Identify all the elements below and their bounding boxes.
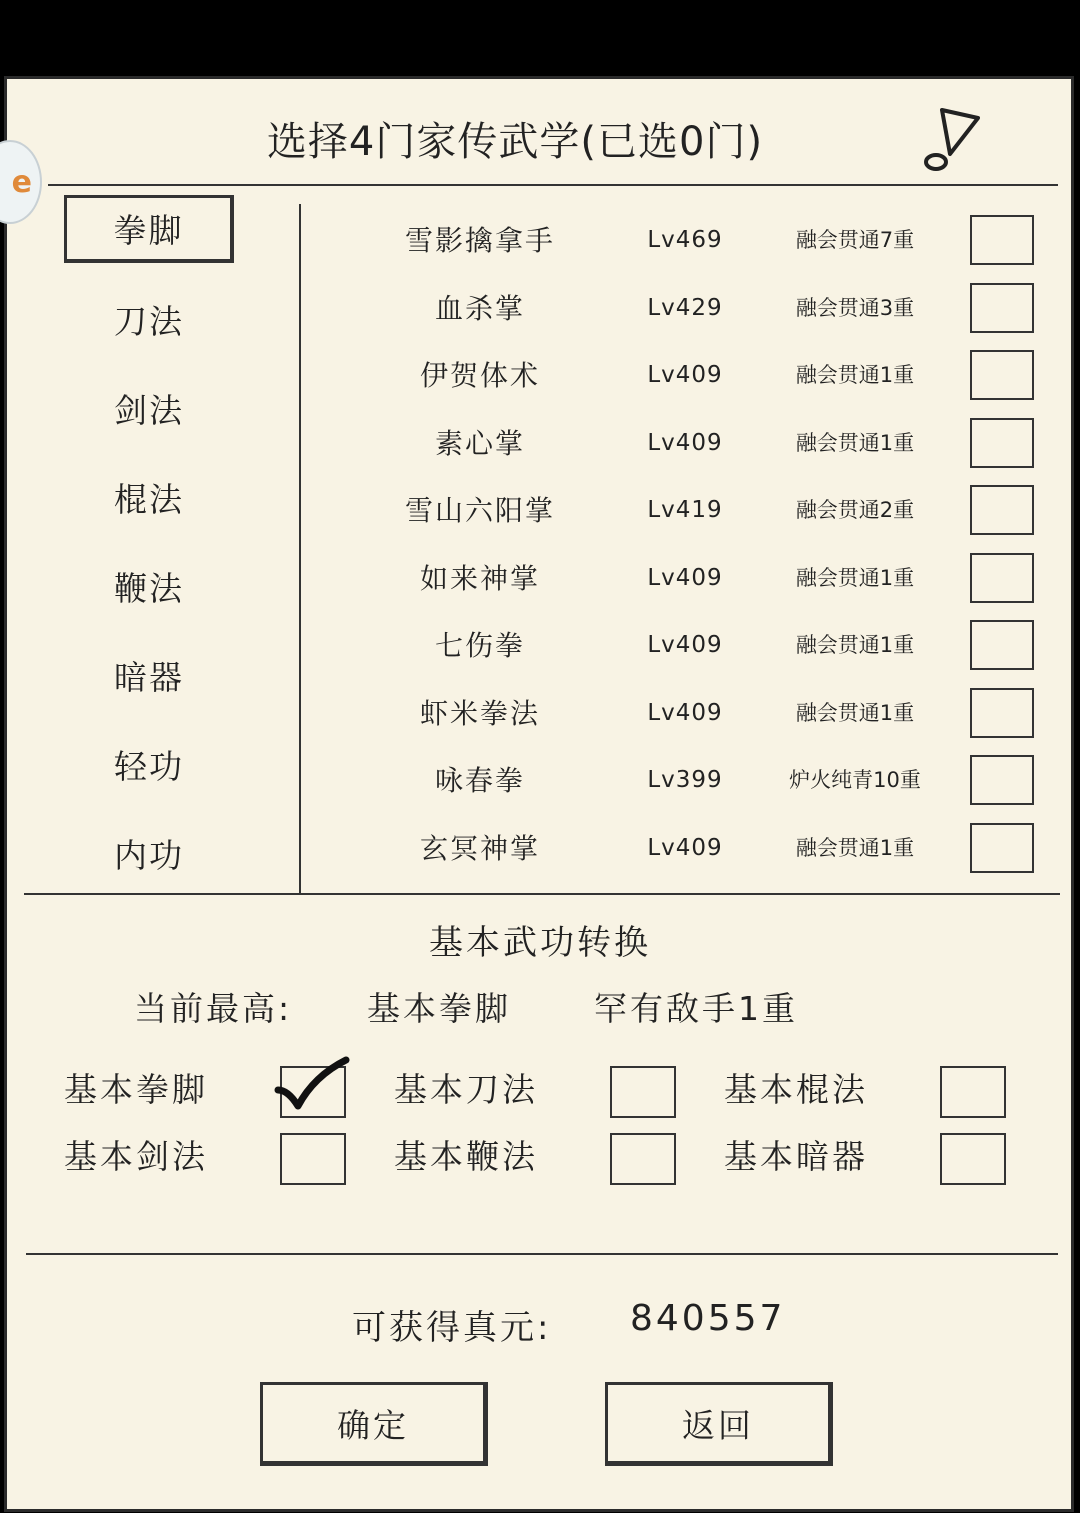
skill-level: Lv469 — [647, 227, 723, 253]
category-tab-staff[interactable] — [64, 463, 234, 531]
skill-name: 伊贺体术 — [419, 359, 540, 392]
category-tab-lightness[interactable] — [64, 730, 234, 798]
skill-checkbox[interactable] — [970, 755, 1034, 805]
category-tab-blade[interactable] — [64, 285, 234, 353]
skill-checkbox[interactable] — [970, 215, 1034, 265]
dialog-title: 选择4门家传武学(已选0门) — [266, 119, 764, 165]
skill-checkbox[interactable] — [970, 350, 1034, 400]
skill-state: 融会贯通1重 — [795, 836, 915, 860]
skill-checkbox[interactable] — [970, 418, 1034, 468]
skill-row — [300, 612, 1060, 679]
basic-option-label: 基本暗器 — [724, 1137, 868, 1176]
category-label: 拳脚 — [113, 211, 184, 250]
skill-state: 融会贯通3重 — [795, 296, 915, 320]
current-highest-skill: 基本拳脚 — [367, 989, 511, 1028]
basic-conversion-title: 基本武功转换 — [429, 923, 651, 963]
basic-option-checkbox[interactable] — [280, 1133, 346, 1185]
skill-name: 咏春拳 — [434, 764, 525, 797]
skill-row — [300, 680, 1060, 747]
true-essence-label: 可获得真元: — [352, 1308, 552, 1348]
category-label: 剑法 — [114, 390, 184, 430]
skill-level: Lv409 — [647, 632, 723, 658]
skill-state: 融会贯通1重 — [795, 431, 915, 455]
basic-option-label: 基本剑法 — [64, 1137, 208, 1176]
skill-checkbox[interactable] — [970, 283, 1034, 333]
skill-checkbox[interactable] — [970, 620, 1034, 670]
confirm-button-label: 确定 — [337, 1405, 409, 1445]
category-label: 轻功 — [114, 746, 184, 786]
category-tab-hidden-weapon[interactable] — [64, 641, 234, 709]
category-tab-whip[interactable] — [64, 552, 234, 620]
skill-name: 血杀掌 — [434, 292, 525, 325]
skill-row — [300, 275, 1060, 342]
current-highest-level: 罕有敌手1重 — [594, 989, 798, 1028]
basic-divider — [26, 1253, 1058, 1255]
basic-option-label: 基本拳脚 — [64, 1070, 208, 1109]
basic-option-checkbox[interactable] — [940, 1066, 1006, 1118]
skill-state: 融会贯通1重 — [795, 363, 915, 387]
category-label: 内功 — [114, 835, 184, 875]
basic-option-label: 基本刀法 — [394, 1070, 538, 1109]
category-tab-sword[interactable] — [64, 374, 234, 442]
skill-level: Lv409 — [647, 565, 723, 591]
category-tab-inner[interactable] — [64, 819, 234, 887]
basic-option-checkbox[interactable] — [610, 1066, 676, 1118]
skill-name: 雪山六阳掌 — [404, 494, 555, 527]
floating-app-badge-text: e — [11, 164, 32, 200]
skill-name: 雪影擒拿手 — [404, 224, 555, 257]
skill-state: 融会贯通1重 — [795, 701, 915, 725]
list-divider — [24, 893, 1060, 895]
category-label: 刀法 — [114, 301, 184, 341]
skill-state: 融会贯通2重 — [795, 498, 915, 522]
basic-option-label: 基本棍法 — [724, 1070, 868, 1109]
category-tab-fist[interactable] — [64, 195, 234, 263]
skill-name: 素心掌 — [434, 427, 525, 460]
skill-level: Lv409 — [647, 700, 723, 726]
skill-name: 玄冥神掌 — [419, 832, 540, 865]
basic-option-checkbox[interactable] — [280, 1066, 346, 1118]
skill-checkbox[interactable] — [970, 485, 1034, 535]
basic-option-label: 基本鞭法 — [394, 1137, 538, 1176]
skill-row — [300, 410, 1060, 477]
skill-checkbox[interactable] — [970, 553, 1034, 603]
skill-level: Lv409 — [647, 835, 723, 861]
skill-row — [300, 477, 1060, 544]
category-label: 棍法 — [114, 479, 184, 519]
skill-name: 虾米拳法 — [419, 697, 540, 730]
skill-name: 如来神掌 — [419, 562, 540, 595]
skill-name: 七伤拳 — [434, 629, 525, 662]
true-essence-value: 840557 — [630, 1298, 786, 1339]
skill-row — [300, 815, 1060, 882]
skill-state: 融会贯通1重 — [795, 566, 915, 590]
skill-state: 炉火纯青10重 — [789, 768, 921, 792]
category-label: 鞭法 — [114, 568, 184, 608]
skill-row — [300, 545, 1060, 612]
skill-checkbox[interactable] — [970, 823, 1034, 873]
current-highest-label: 当前最高: — [134, 989, 293, 1028]
checkmark-icon — [274, 1056, 354, 1120]
title-divider — [48, 184, 1058, 186]
skill-checkbox[interactable] — [970, 688, 1034, 738]
skill-row — [300, 207, 1060, 274]
skill-level: Lv409 — [647, 362, 723, 388]
exclamation-help-icon[interactable] — [920, 104, 984, 174]
skill-level: Lv429 — [647, 295, 723, 321]
skill-state: 融会贯通7重 — [795, 228, 915, 252]
back-button[interactable] — [605, 1382, 833, 1466]
skill-level: Lv419 — [647, 497, 723, 523]
skill-row — [300, 747, 1060, 814]
confirm-button[interactable] — [260, 1382, 488, 1466]
skill-level: Lv399 — [647, 767, 723, 793]
basic-option-checkbox[interactable] — [610, 1133, 676, 1185]
skill-level: Lv409 — [647, 430, 723, 456]
skill-row — [300, 342, 1060, 409]
back-button-label: 返回 — [682, 1405, 754, 1445]
basic-option-checkbox[interactable] — [940, 1133, 1006, 1185]
skill-state: 融会贯通1重 — [795, 633, 915, 657]
category-label: 暗器 — [114, 657, 184, 697]
